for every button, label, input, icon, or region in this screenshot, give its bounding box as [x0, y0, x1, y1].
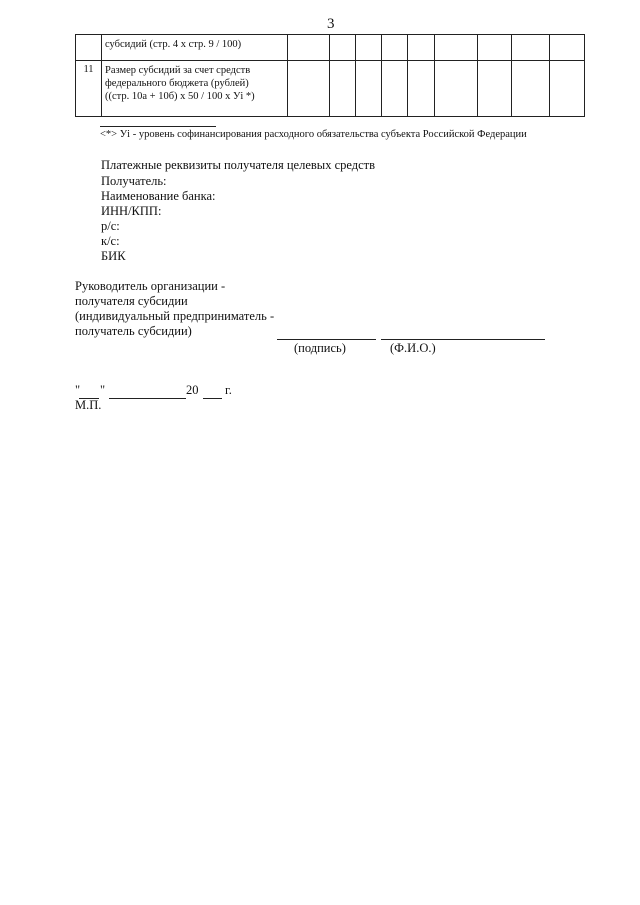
table-cell — [330, 61, 356, 117]
row-number — [76, 35, 102, 61]
footnote-separator — [100, 126, 216, 127]
date-open-quote: " — [75, 383, 81, 397]
row-description — [102, 35, 288, 61]
page-number: 3 — [327, 16, 335, 32]
account-label: р/с: — [101, 219, 120, 233]
row-description-line: субсидий (стр. 4 x стр. 9 / 100) — [105, 39, 242, 50]
month-line — [109, 398, 186, 399]
row-description-line: федерального бюджета (рублей) — [105, 78, 249, 89]
name-caption: (Ф.И.О.) — [390, 341, 436, 355]
inn-kpp-label: ИНН/КПП: — [101, 204, 162, 218]
table-cell — [330, 35, 356, 61]
signer-title-line: получателя субсидии — [75, 294, 188, 308]
payment-details-heading: Платежные реквизиты получателя целевых средств — [101, 158, 376, 172]
table-cell — [512, 35, 550, 61]
footnote: <*> Уi - уровень софинансирования расходного обязательства субъекта Российской Федерации — [100, 129, 527, 140]
table-cell — [382, 61, 408, 117]
table-cell — [408, 35, 435, 61]
table-cell — [356, 61, 382, 117]
table-row — [76, 35, 585, 61]
table-cell — [478, 61, 512, 117]
signature-caption: (подпись) — [294, 341, 346, 355]
signer-title-line: Руководитель организации - — [75, 279, 226, 293]
year-prefix: 20 — [186, 383, 199, 397]
table-cell — [550, 35, 585, 61]
table-cell — [382, 35, 408, 61]
bank-name-label: Наименование банка: — [101, 189, 216, 203]
stamp-label: М.П. — [75, 398, 102, 412]
name-line — [381, 339, 545, 340]
table-cell — [512, 61, 550, 117]
row-description — [102, 61, 288, 117]
date-close-quote: " — [100, 383, 106, 397]
table-cell — [288, 61, 330, 117]
table-cell — [435, 61, 478, 117]
corr-account-label: к/с: — [101, 234, 120, 248]
row-number: 11 — [76, 61, 102, 117]
table-cell — [356, 35, 382, 61]
recipient-label: Получатель: — [101, 174, 167, 188]
table-cell — [408, 61, 435, 117]
year-line — [203, 398, 222, 399]
signer-title-line: (индивидуальный предприниматель - — [75, 309, 275, 323]
row-description-line: ((стр. 10а + 10б) x 50 / 100 x Уi *) — [105, 91, 255, 102]
table-cell — [435, 35, 478, 61]
signature-line — [277, 339, 376, 340]
signer-title-line: получатель субсидии) — [75, 324, 192, 338]
subsidy-table — [75, 34, 585, 117]
table-cell — [478, 35, 512, 61]
table-cell — [550, 61, 585, 117]
table-cell — [288, 35, 330, 61]
row-description-line: Размер субсидий за счет средств — [105, 65, 251, 76]
bik-label: БИК — [101, 249, 126, 263]
table-row — [76, 61, 585, 117]
year-suffix: г. — [225, 383, 232, 397]
